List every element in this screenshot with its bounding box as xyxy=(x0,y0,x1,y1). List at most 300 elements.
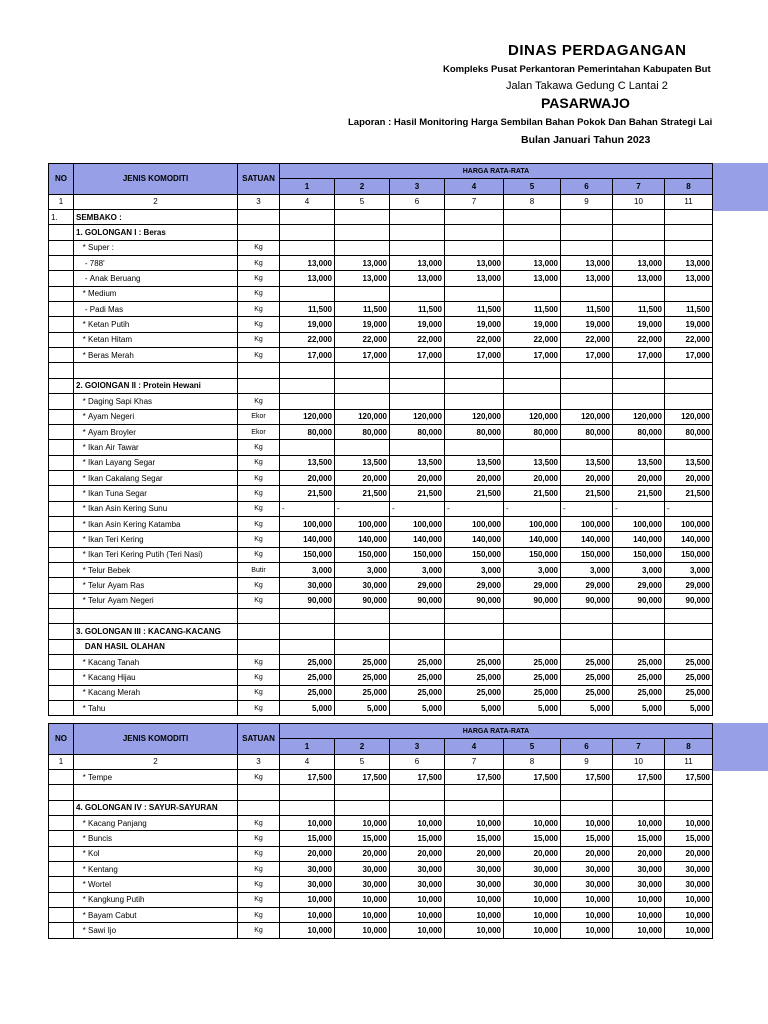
price-cell: 17,500 xyxy=(613,770,665,785)
price-cell: 11,500 xyxy=(280,302,335,317)
price-cell: 11,500 xyxy=(445,302,504,317)
price-cell: 22,000 xyxy=(335,332,390,347)
price-cell: 21,500 xyxy=(665,486,713,501)
table-row xyxy=(49,455,713,470)
price-cell: 20,000 xyxy=(504,470,561,485)
col-index-number: 1 xyxy=(49,754,74,769)
unit: Kg xyxy=(238,831,280,846)
row-number xyxy=(49,923,74,938)
commodity-name xyxy=(74,608,238,623)
row-number xyxy=(49,225,74,240)
commodity-name: * Kol xyxy=(74,846,238,861)
commodity-name: * Kacang Merah xyxy=(74,685,238,700)
price-cell: 20,000 xyxy=(561,470,613,485)
price-cell: 15,000 xyxy=(335,831,390,846)
price-cell: 30,000 xyxy=(613,862,665,877)
price-cell xyxy=(504,440,561,455)
price-cell: 3,000 xyxy=(613,562,665,577)
price-cell xyxy=(665,624,713,639)
price-cell: 15,000 xyxy=(390,831,445,846)
price-cell: 3,000 xyxy=(280,562,335,577)
commodity-name: * Ikan Air Tawar xyxy=(74,440,238,455)
price-cell: 30,000 xyxy=(335,877,390,892)
price-cell xyxy=(613,240,665,255)
unit: Kg xyxy=(238,908,280,923)
row-number xyxy=(49,317,74,332)
price-cell: 30,000 xyxy=(280,578,335,593)
table-row xyxy=(49,532,713,547)
price-cell: 90,000 xyxy=(504,593,561,608)
price-cell: 13,500 xyxy=(504,455,561,470)
price-cell: 20,000 xyxy=(561,846,613,861)
price-cell: 25,000 xyxy=(280,655,335,670)
price-cell: 90,000 xyxy=(390,593,445,608)
unit: Kg xyxy=(238,302,280,317)
table-row xyxy=(49,547,713,562)
price-cell xyxy=(335,440,390,455)
table-row xyxy=(49,770,713,785)
price-cell xyxy=(504,363,561,378)
price-cell: 13,500 xyxy=(280,455,335,470)
commodity-name: * Telur Ayam Ras xyxy=(74,578,238,593)
commodity-name: * Ikan Cakalang Segar xyxy=(74,470,238,485)
price-cell: 140,000 xyxy=(613,532,665,547)
price-cell xyxy=(280,363,335,378)
col-index-number: 8 xyxy=(504,194,561,209)
price-cell: 15,000 xyxy=(665,831,713,846)
table-row xyxy=(49,624,713,639)
row-number xyxy=(49,655,74,670)
price-cell: 30,000 xyxy=(561,862,613,877)
price-cell: 120,000 xyxy=(390,409,445,424)
price-cell xyxy=(613,286,665,301)
col-header-day: 6 xyxy=(561,179,613,194)
price-cell: 25,000 xyxy=(335,685,390,700)
row-number xyxy=(49,800,74,815)
price-cell: 10,000 xyxy=(561,923,613,938)
price-cell xyxy=(665,240,713,255)
price-cell xyxy=(504,210,561,225)
price-cell: 19,000 xyxy=(280,317,335,332)
price-cell: 17,000 xyxy=(335,348,390,363)
table-row xyxy=(49,440,713,455)
unit: Kg xyxy=(238,578,280,593)
commodity-name: * Ikan Asin Kering Sunu xyxy=(74,501,238,516)
commodity-name: * Kentang xyxy=(74,862,238,877)
commodity-name: 1. GOLONGAN I : Beras xyxy=(74,225,238,240)
unit xyxy=(238,363,280,378)
price-cell: 20,000 xyxy=(445,846,504,861)
row-number: 1. xyxy=(49,210,74,225)
col-header-day: 7 xyxy=(613,739,665,754)
row-number xyxy=(49,639,74,654)
price-cell xyxy=(561,608,613,623)
price-cell xyxy=(445,378,504,393)
price-cell xyxy=(613,800,665,815)
row-number xyxy=(49,816,74,831)
price-cell: 30,000 xyxy=(280,877,335,892)
price-cell xyxy=(390,785,445,800)
price-cell xyxy=(280,286,335,301)
price-cell: 100,000 xyxy=(445,516,504,531)
commodity-name: * Kacang Panjang xyxy=(74,816,238,831)
price-cell xyxy=(561,800,613,815)
row-number xyxy=(49,286,74,301)
row-number xyxy=(49,409,74,424)
price-cell: 10,000 xyxy=(504,908,561,923)
price-cell: 30,000 xyxy=(504,862,561,877)
price-cell: 10,000 xyxy=(390,816,445,831)
price-cell: 17,500 xyxy=(504,770,561,785)
price-cell xyxy=(561,286,613,301)
price-cell: 11,500 xyxy=(561,302,613,317)
commodity-name: * Wortel xyxy=(74,877,238,892)
col-header-day: 8 xyxy=(665,179,713,194)
price-cell: 150,000 xyxy=(390,547,445,562)
price-cell: 120,000 xyxy=(445,409,504,424)
price-cell: 13,000 xyxy=(665,256,713,271)
price-cell: 10,000 xyxy=(390,892,445,907)
row-number xyxy=(49,470,74,485)
col-header-day: 1 xyxy=(280,179,335,194)
price-cell xyxy=(390,440,445,455)
price-cell xyxy=(335,800,390,815)
price-cell: 29,000 xyxy=(613,578,665,593)
table-row xyxy=(49,486,713,501)
price-cell: 17,500 xyxy=(561,770,613,785)
price-cell: 25,000 xyxy=(335,655,390,670)
price-cell: 19,000 xyxy=(504,317,561,332)
price-cell: 13,000 xyxy=(445,271,504,286)
price-cell: 10,000 xyxy=(335,923,390,938)
price-cell: 30,000 xyxy=(613,877,665,892)
col-index-number: 9 xyxy=(561,754,613,769)
price-cell xyxy=(613,624,665,639)
price-cell xyxy=(665,440,713,455)
price-cell xyxy=(613,394,665,409)
price-cell: 22,000 xyxy=(561,332,613,347)
price-cell: 25,000 xyxy=(280,685,335,700)
price-cell: - xyxy=(445,501,504,516)
unit: Ekor xyxy=(238,424,280,439)
price-cell: 100,000 xyxy=(665,516,713,531)
header-band-overflow xyxy=(712,723,768,771)
price-cell: 10,000 xyxy=(561,816,613,831)
row-number xyxy=(49,785,74,800)
price-cell: 17,000 xyxy=(613,348,665,363)
table-row xyxy=(49,348,713,363)
price-cell: 5,000 xyxy=(665,701,713,716)
row-number xyxy=(49,332,74,347)
price-cell: 80,000 xyxy=(335,424,390,439)
price-cell: 140,000 xyxy=(280,532,335,547)
table-row xyxy=(49,639,713,654)
price-cell: 20,000 xyxy=(665,470,713,485)
price-cell: 17,500 xyxy=(335,770,390,785)
price-cell: 120,000 xyxy=(280,409,335,424)
row-number xyxy=(49,685,74,700)
price-cell: 22,000 xyxy=(445,332,504,347)
price-cell: 140,000 xyxy=(390,532,445,547)
price-cell: 25,000 xyxy=(613,655,665,670)
table-row xyxy=(49,892,713,907)
price-cell xyxy=(335,378,390,393)
price-cell: 17,000 xyxy=(504,348,561,363)
office-complex: Kompleks Pusat Perkantoran Pemerintahan Kabupaten But xyxy=(443,64,711,75)
price-cell: 10,000 xyxy=(504,923,561,938)
unit: Kg xyxy=(238,685,280,700)
price-cell xyxy=(665,785,713,800)
price-cell: 5,000 xyxy=(335,701,390,716)
col-index-number: 7 xyxy=(445,754,504,769)
price-cell: 5,000 xyxy=(504,701,561,716)
col-index-number: 5 xyxy=(335,194,390,209)
commodity-name: DAN HASIL OLAHAN xyxy=(74,639,238,654)
price-cell: 22,000 xyxy=(504,332,561,347)
price-cell: 5,000 xyxy=(390,701,445,716)
row-number xyxy=(49,670,74,685)
unit xyxy=(238,225,280,240)
table-row xyxy=(49,271,713,286)
price-cell: 25,000 xyxy=(335,670,390,685)
price-cell: 30,000 xyxy=(280,862,335,877)
price-cell: 10,000 xyxy=(445,923,504,938)
price-cell: 10,000 xyxy=(445,908,504,923)
price-cell: 90,000 xyxy=(335,593,390,608)
commodity-name: * Ikan Asin Kering Katamba xyxy=(74,516,238,531)
price-cell: 100,000 xyxy=(613,516,665,531)
unit: Kg xyxy=(238,877,280,892)
table-row xyxy=(49,562,713,577)
price-cell xyxy=(613,378,665,393)
price-cell xyxy=(445,440,504,455)
price-cell: 19,000 xyxy=(335,317,390,332)
commodity-name xyxy=(74,363,238,378)
price-cell: 30,000 xyxy=(445,862,504,877)
price-cell: 30,000 xyxy=(504,877,561,892)
table-row xyxy=(49,378,713,393)
unit: Kg xyxy=(238,670,280,685)
price-cell: 90,000 xyxy=(665,593,713,608)
price-cell: 13,000 xyxy=(561,271,613,286)
commodity-name: * Tahu xyxy=(74,701,238,716)
price-cell xyxy=(390,608,445,623)
price-cell: 25,000 xyxy=(504,685,561,700)
price-cell: 25,000 xyxy=(504,670,561,685)
col-index-number: 11 xyxy=(665,194,713,209)
price-cell: 80,000 xyxy=(280,424,335,439)
price-cell: 15,000 xyxy=(280,831,335,846)
row-number xyxy=(49,877,74,892)
row-number xyxy=(49,516,74,531)
table-row xyxy=(49,862,713,877)
unit: Kg xyxy=(238,770,280,785)
unit xyxy=(238,785,280,800)
price-cell: 20,000 xyxy=(280,470,335,485)
price-cell xyxy=(445,210,504,225)
price-cell: 17,000 xyxy=(561,348,613,363)
price-cell xyxy=(335,624,390,639)
table-row xyxy=(49,785,713,800)
row-number xyxy=(49,908,74,923)
price-cell xyxy=(280,378,335,393)
price-cell xyxy=(335,240,390,255)
commodity-name: * Ikan Teri Kering xyxy=(74,532,238,547)
row-number xyxy=(49,455,74,470)
price-cell xyxy=(613,639,665,654)
price-cell: 13,000 xyxy=(665,271,713,286)
col-index-number: 6 xyxy=(390,754,445,769)
price-cell xyxy=(561,624,613,639)
price-cell: 20,000 xyxy=(280,846,335,861)
commodity-name: - 788' xyxy=(74,256,238,271)
price-cell: 3,000 xyxy=(390,562,445,577)
price-cell: 29,000 xyxy=(504,578,561,593)
price-cell: 25,000 xyxy=(665,685,713,700)
report-period: Bulan Januari Tahun 2023 xyxy=(521,134,651,146)
unit xyxy=(238,210,280,225)
price-cell xyxy=(504,785,561,800)
price-cell xyxy=(665,639,713,654)
price-cell xyxy=(280,240,335,255)
price-cell xyxy=(280,440,335,455)
table-row xyxy=(49,670,713,685)
price-cell: 100,000 xyxy=(335,516,390,531)
table-row xyxy=(49,846,713,861)
unit: Kg xyxy=(238,470,280,485)
unit: Kg xyxy=(238,348,280,363)
price-cell: 10,000 xyxy=(665,816,713,831)
city-name: PASARWAJO xyxy=(541,95,630,111)
price-cell xyxy=(504,394,561,409)
price-cell xyxy=(561,785,613,800)
price-cell: 13,000 xyxy=(504,271,561,286)
table-row xyxy=(49,256,713,271)
price-cell xyxy=(335,394,390,409)
price-cell: 22,000 xyxy=(280,332,335,347)
price-cell: 25,000 xyxy=(561,670,613,685)
col-header-day: 5 xyxy=(504,739,561,754)
price-cell: 21,500 xyxy=(613,486,665,501)
row-number xyxy=(49,624,74,639)
col-index-number: 2 xyxy=(74,754,238,769)
price-cell: 21,500 xyxy=(445,486,504,501)
price-cell: 30,000 xyxy=(390,862,445,877)
price-cell: 17,500 xyxy=(665,770,713,785)
price-cell: 150,000 xyxy=(665,547,713,562)
table-row xyxy=(49,685,713,700)
commodity-name: 2. GOlONGAN II : Protein Hewani xyxy=(74,378,238,393)
col-header-no: NO xyxy=(49,164,74,195)
unit: Kg xyxy=(238,440,280,455)
price-cell: 10,000 xyxy=(335,908,390,923)
price-cell: 15,000 xyxy=(504,831,561,846)
col-header-day: 2 xyxy=(335,739,390,754)
price-cell xyxy=(335,286,390,301)
price-cell: 17,000 xyxy=(280,348,335,363)
price-cell xyxy=(335,225,390,240)
price-cell xyxy=(665,800,713,815)
row-number xyxy=(49,501,74,516)
price-cell: 90,000 xyxy=(613,593,665,608)
unit: Kg xyxy=(238,486,280,501)
price-cell xyxy=(445,363,504,378)
unit: Kg xyxy=(238,846,280,861)
price-cell: 10,000 xyxy=(335,892,390,907)
price-cell: 150,000 xyxy=(445,547,504,562)
table-row xyxy=(49,363,713,378)
office-address: Jalan Takawa Gedung C Lantai 2 xyxy=(506,80,668,92)
price-cell xyxy=(390,624,445,639)
price-cell xyxy=(665,363,713,378)
price-cell: 30,000 xyxy=(561,877,613,892)
price-cell xyxy=(280,800,335,815)
unit: Ekor xyxy=(238,409,280,424)
price-cell: 10,000 xyxy=(613,892,665,907)
price-cell: 5,000 xyxy=(613,701,665,716)
unit xyxy=(238,639,280,654)
table-row xyxy=(49,424,713,439)
price-cell: 3,000 xyxy=(561,562,613,577)
commodity-name: * Kacang Tanah xyxy=(74,655,238,670)
table-row xyxy=(49,578,713,593)
unit: Kg xyxy=(238,501,280,516)
price-cell: 13,000 xyxy=(280,256,335,271)
unit xyxy=(238,608,280,623)
price-cell: - xyxy=(390,501,445,516)
price-cell xyxy=(445,624,504,639)
price-cell: 10,000 xyxy=(665,892,713,907)
commodity-name: * Tempe xyxy=(74,770,238,785)
price-cell: 25,000 xyxy=(445,655,504,670)
price-cell: 20,000 xyxy=(445,470,504,485)
price-cell xyxy=(613,608,665,623)
col-header-unit: SATUAN xyxy=(238,724,280,755)
price-cell xyxy=(335,639,390,654)
commodity-name: 4. GOLONGAN IV : SAYUR-SAYURAN xyxy=(74,800,238,815)
price-cell: 10,000 xyxy=(613,923,665,938)
price-cell: 21,500 xyxy=(504,486,561,501)
price-cell xyxy=(445,639,504,654)
price-cell: 25,000 xyxy=(561,685,613,700)
price-cell: 120,000 xyxy=(613,409,665,424)
table-row xyxy=(49,908,713,923)
price-cell xyxy=(280,639,335,654)
price-cell: - xyxy=(504,501,561,516)
table-row xyxy=(49,317,713,332)
unit: Kg xyxy=(238,923,280,938)
price-cell: 25,000 xyxy=(280,670,335,685)
row-number xyxy=(49,440,74,455)
header-band-overflow xyxy=(712,163,768,211)
price-cell xyxy=(613,363,665,378)
price-cell: 17,000 xyxy=(665,348,713,363)
price-cell: 13,000 xyxy=(504,256,561,271)
row-number xyxy=(49,701,74,716)
unit xyxy=(238,378,280,393)
price-cell: 140,000 xyxy=(665,532,713,547)
col-header-unit: SATUAN xyxy=(238,164,280,195)
price-cell xyxy=(613,225,665,240)
price-cell: 21,500 xyxy=(561,486,613,501)
commodity-name: * Kangkung Putih xyxy=(74,892,238,907)
price-cell xyxy=(445,785,504,800)
agency-title: DINAS PERDAGANGAN xyxy=(508,42,687,59)
price-cell: 13,500 xyxy=(390,455,445,470)
unit: Kg xyxy=(238,271,280,286)
row-number xyxy=(49,770,74,785)
price-cell: 25,000 xyxy=(445,670,504,685)
